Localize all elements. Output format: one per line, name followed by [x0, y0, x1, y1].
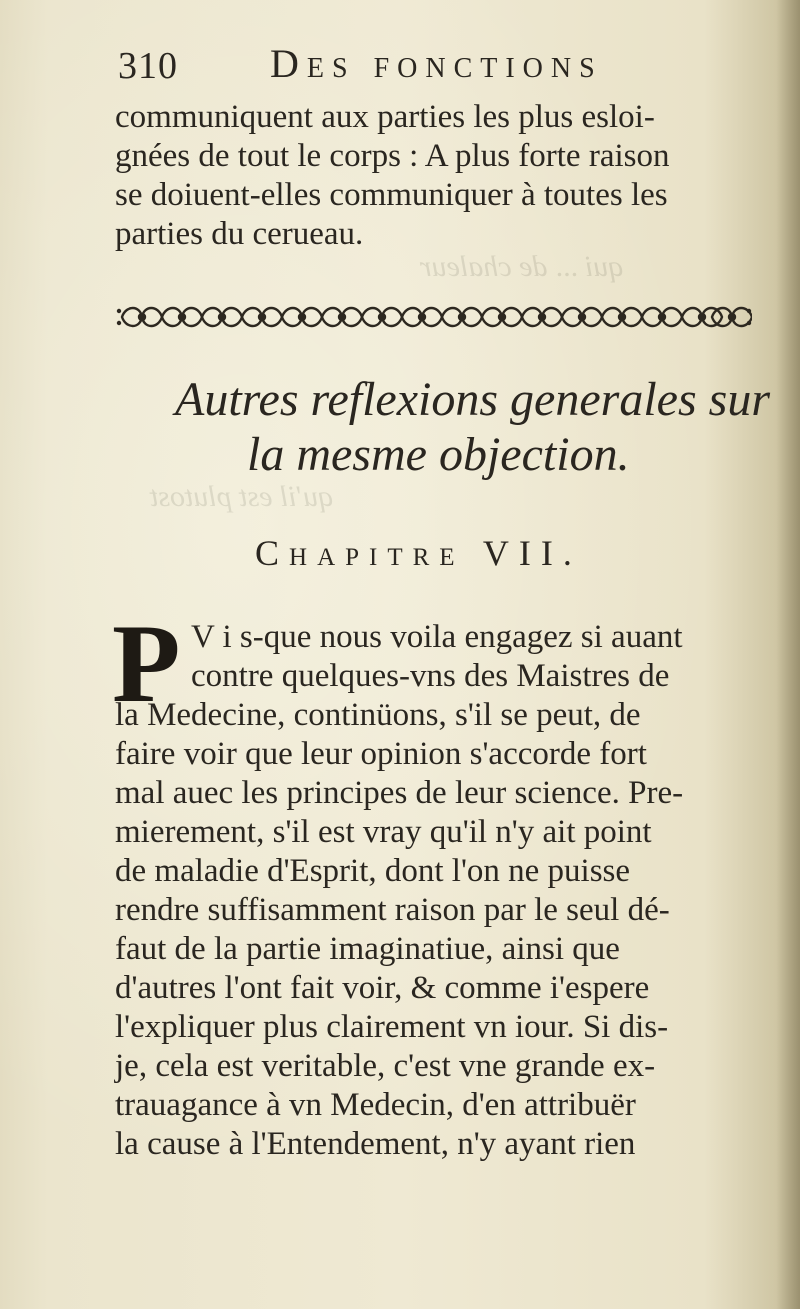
page-header — [118, 40, 678, 90]
text-line: V i s-que nous voila engagez si auant — [191, 619, 683, 655]
text-line: l'expliquer plus clairement vn iour. Si dis- — [115, 1009, 669, 1045]
section-title — [175, 372, 771, 482]
text-line: contre quelques-vns des Maistres de — [191, 658, 670, 694]
text-line: la Medecine, continüons, s'il se peut, de — [115, 697, 641, 733]
drop-cap: P — [112, 602, 181, 726]
page-number: 310 — [118, 45, 178, 87]
text-line: la cause à l'Entendement, n'y ayant rien — [115, 1126, 636, 1162]
text-line: gnées de tout le corps : A plus forte raison — [115, 138, 670, 174]
text-line: je, cela est veritable, c'est vne grande ex- — [115, 1048, 656, 1084]
text-line: d'autres l'ont fait voir, & comme i'espere — [115, 970, 650, 1006]
section-title-line: Autres reflexions generales sur — [175, 373, 771, 426]
text-line: se doiuent-elles communiquer à toutes les — [115, 177, 668, 213]
text-line: communiquent aux parties les plus esloi- — [115, 99, 655, 135]
text-line: trauagance à vn Medecin, d'en attribuër — [115, 1087, 636, 1123]
section-title-line: la mesme objection. — [247, 428, 630, 481]
text-line: de maladie d'Esprit, dont l'on ne puisse — [115, 853, 631, 889]
running-head: Des fonctions — [270, 41, 603, 86]
text-line: rendre suffisamment raison par le seul dé- — [115, 892, 670, 928]
show-through-text: qu'il est plutost — [150, 480, 334, 513]
chapter-heading: Chapitre VII. — [255, 533, 582, 573]
intro-paragraph — [115, 98, 755, 254]
body-paragraph — [115, 618, 755, 1164]
text-line: mierement, s'il est vray qu'il n'y ait point — [115, 814, 652, 850]
text-line: faire voir que leur opinion s'accorde fort — [115, 736, 647, 772]
text-line: mal auec les principes de leur science. Pre- — [115, 775, 684, 811]
text-line: parties du cerueau. — [115, 216, 364, 252]
text-line: faut de la partie imaginatiue, ainsi que — [115, 931, 620, 967]
show-through-text: qui ... de chaleur — [420, 250, 624, 283]
decorative-ornament-band — [116, 300, 752, 334]
